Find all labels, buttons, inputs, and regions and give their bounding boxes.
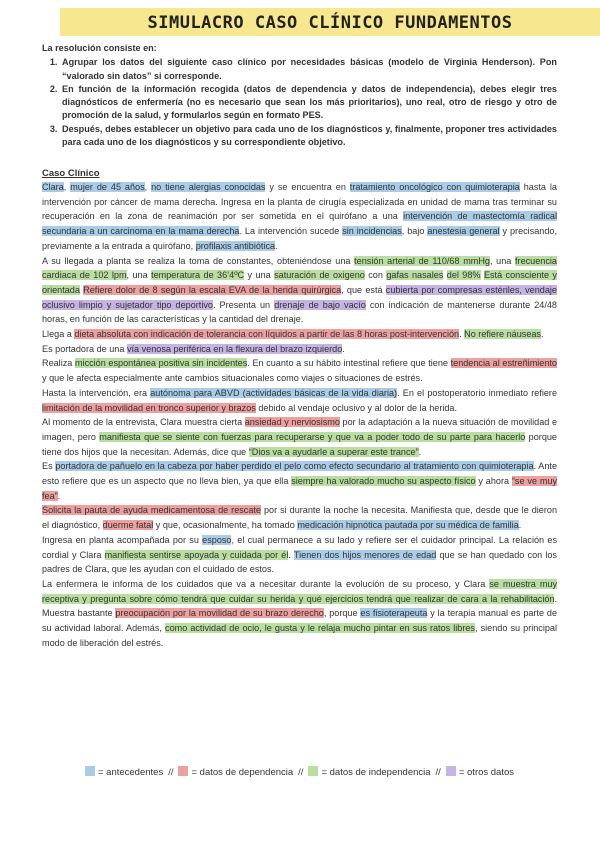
case-text: que se han quedado con los padres de Clara, que les ayudan con el cuidado de estos.	[42, 549, 557, 575]
case-text: .	[459, 329, 465, 340]
dependencia-highlight: dieta absoluta con indicación de tolerancia con líquidos a partir de las 8 horas post-intervención	[74, 329, 460, 340]
case-paragraph	[42, 342, 557, 357]
independencia-highlight: frecuencia cardiaca de 102 lpm	[42, 255, 557, 281]
dependencia-highlight: Solicita la pauta de ayuda medicamentosa de rescate	[42, 505, 261, 516]
legend-swatch	[85, 766, 95, 776]
legend-separator: //	[298, 767, 304, 778]
antecedente-highlight: tratamiento oncológico con quimioterapia	[349, 182, 520, 192]
legend-swatch	[308, 766, 318, 776]
case-body	[42, 180, 557, 651]
otros-datos-highlight: vía venosa periférica en la flexura del brazo izquierdo	[126, 343, 343, 354]
case-text: , bajo	[401, 226, 428, 237]
case-text: porque tiene dos hijos que la necesitan. Además, dice que	[42, 431, 557, 457]
case-paragraph	[42, 254, 557, 328]
instruction-item: 1. Agrupar los datos del siguiente caso clínico por necesidades básicas (modelo de Virginia Henderson). Pon “valorado sin datos” si corresponde.	[60, 56, 557, 83]
case-paragraph	[42, 415, 557, 459]
antecedente-highlight: es fisioterapeuta	[360, 608, 428, 619]
case-text: hasta la intervención por cáncer de mama derecha. Ingresa en la planta de cirugía especializada en unidad de mama tras terminar su recuperación en la zona de reanimación por ser sometida en el quirófano a una	[42, 182, 557, 222]
case-text: Es	[42, 461, 56, 472]
legend-swatch	[446, 766, 456, 776]
case-paragraph	[42, 577, 557, 651]
case-text: y que, ocasionalmente, ha tomado	[153, 520, 298, 531]
case-paragraph	[42, 386, 557, 415]
case-text: y una	[244, 270, 275, 281]
dependencia-highlight: ansiedad y nerviosismo	[244, 417, 340, 428]
case-text: , una	[126, 270, 152, 281]
case-text: y se encuentra en	[265, 182, 350, 192]
case-text: , porque	[323, 608, 361, 619]
independencia-highlight: “Dios va a ayudarle a superar este trance”	[248, 446, 419, 457]
antecedente-highlight: portadora de pañuelo en la cabeza por haber perdido el pelo como efecto secundario al tratamiento con quimioterapia	[55, 461, 534, 472]
case-paragraph	[42, 503, 557, 532]
case-text: .	[518, 520, 522, 531]
antecedente-highlight: esposo	[202, 534, 232, 545]
case-text: y ahora	[475, 476, 512, 487]
case-text: y precisando, previamente a la entrada a quirófano,	[42, 226, 558, 251]
antecedente-highlight: Clara	[42, 182, 64, 192]
case-text: con	[364, 270, 387, 281]
antecedente-highlight: profilaxis antibiótica	[195, 240, 276, 251]
case-text: .	[57, 490, 61, 501]
case-text: Al momento de la entrevista, Clara muestra cierta	[42, 417, 245, 428]
antecedente-highlight: sin incidencias	[342, 226, 402, 237]
independencia-highlight: siempre ha valorado mucho su aspecto físico	[291, 476, 476, 487]
case-text: A su llegada a planta se realiza la toma de constantes, obteniéndose una	[42, 255, 355, 266]
dependencia-highlight: limitación de la movilidad en tronco superior y brazos	[42, 402, 256, 413]
case-text: . Ante esto refiere que es un aspecto que no lleva bien, ya que ella	[42, 461, 557, 487]
case-text: , el cual permanece a su lado y refiere ser el cuidador principal. La relación es cordial y Clara	[42, 534, 557, 560]
independencia-highlight: gafas nasales	[386, 270, 444, 281]
case-paragraph	[42, 327, 557, 342]
legend-swatch	[178, 766, 188, 776]
legend-label: = antecedentes	[97, 767, 164, 778]
legend-label: = otros datos	[458, 767, 515, 778]
case-text: y que le afecta especialmente ante cambios situacionales como viajes o situaciones de estrés.	[42, 373, 423, 384]
independencia-highlight: saturación de oxigeno	[274, 270, 365, 281]
independencia-highlight: se muestra muy receptiva y pregunta sobre cómo tendrá que cuidar su herida y qué ejercicios tendrá que realizar de cara a la rehabilitación	[42, 578, 558, 604]
case-text: .	[275, 240, 278, 251]
case-text: .	[288, 549, 294, 560]
clinical-case	[42, 167, 557, 651]
case-text: . Presenta un	[212, 299, 275, 310]
case-paragraph	[42, 533, 557, 577]
case-text: por la adaptación a la nueva situación de movilidad e imagen, pero	[42, 417, 558, 442]
antecedente-highlight: autónoma para ABVD (actividades básicas de la vida diaria)	[150, 387, 398, 398]
dependencia-highlight: Refiere dolor de 8 según la escala EVA de la herida quirúrgica	[83, 284, 342, 295]
independencia-highlight: manifiesta que se siente con fuerzas para recuperarse y que va a poder todo de su parte para hacerlo	[99, 431, 526, 442]
page-title: SIMULACRO CASO CLÍNICO FUNDAMENTOS	[147, 13, 513, 33]
case-text: por si durante la noche la necesita. Manifiesta que, desde que le dieron el diagnóstico,	[42, 505, 557, 531]
case-text: .	[342, 343, 345, 354]
instruction-item: 2. En función de la información recogida (datos de dependencia y datos de independencia), debes elegir tres diagnósticos de enfermería (no es necesario que sean los más prioritarios), uno real, otro de riesgo y otro de promoción de la salud, y formularlos según en formato PES.	[60, 83, 557, 123]
case-text: , siendo su principal modo de liberación del estrés.	[42, 623, 558, 648]
case-text: debido al vendaje oclusivo y al dolor de la herida.	[255, 402, 458, 413]
legend-separator: //	[435, 767, 441, 778]
dependencia-highlight: duerme fatal	[102, 520, 154, 531]
antecedente-highlight: Tienen dos hijos menores de edad	[293, 549, 437, 560]
legend-label: = datos de dependencia	[191, 767, 294, 778]
instructions	[42, 42, 557, 149]
case-text: Realiza	[42, 358, 75, 369]
case-text: .	[418, 446, 422, 457]
independencia-highlight: micción espontánea positiva sin incidentes	[74, 358, 248, 369]
instructions-list	[42, 56, 557, 149]
case-text: Es portadora de una	[42, 343, 127, 354]
case-heading: Caso Clínico	[42, 168, 100, 179]
case-text: .	[540, 329, 544, 340]
antecedente-highlight: medicación hipnótica pautada por su médica de familia	[297, 520, 519, 531]
antecedente-highlight: no tiene alergias conocidas	[151, 182, 266, 192]
instruction-item: 3. Después, debes establecer un objetivo para cada uno de los diagnósticos y, finalmente, proponer tres actividades para cada uno de los diagnósticos y su correspondiente objetivo.	[60, 123, 557, 150]
case-text: La enfermera le informa de los cuidados que va a necesitar durante la evolución de su proceso, y Clara	[42, 578, 490, 589]
case-text: . En el postoperatorio inmediato refiere	[397, 387, 558, 398]
independencia-highlight: No refiere náuseas	[464, 329, 541, 340]
case-text: con indicación de mantenerse durante 24/48 horas, en función de las características y la cantidad del drenaje.	[42, 299, 557, 325]
independencia-highlight: temperatura de 36’4ºC	[151, 270, 245, 281]
case-text: Ingresa en planta acompañada por su	[42, 534, 203, 545]
color-legend	[42, 766, 557, 778]
independencia-highlight: tensión arterial de 110/68 mmHg	[354, 255, 490, 266]
instructions-lead: La resolución consiste en:	[42, 43, 157, 53]
dependencia-highlight: preocupación por la movilidad de su brazo derecho	[115, 608, 324, 619]
case-text: , que está	[341, 284, 386, 295]
independencia-highlight: manifiesta sentirse apoyada y cuidada por él	[104, 549, 289, 560]
case-text: Llega a	[42, 329, 75, 340]
case-paragraph	[42, 459, 557, 503]
case-text: , una	[489, 255, 516, 266]
otros-datos-highlight: cubierta por compresas estériles, vendaje oclusivo limpio y sujetador tipo deportivo	[42, 284, 557, 310]
case-text: ,	[144, 182, 152, 192]
legend-label: = datos de independencia	[321, 767, 431, 778]
antecedente-highlight: mujer de 45 años	[70, 182, 145, 192]
case-text: . La intervención sucede	[239, 226, 343, 237]
independencia-highlight: del 98%	[446, 270, 481, 281]
case-paragraph	[42, 180, 557, 254]
antecedente-highlight: intervención de mastectomía radical secundaria a un carcinoma en la mama derecha	[42, 211, 558, 237]
legend-separator: //	[168, 767, 174, 778]
antecedente-highlight: anestesia general	[427, 226, 500, 237]
case-text: . Muestra bastante	[42, 593, 557, 619]
dependencia-highlight: tendencia al estreñimiento	[450, 358, 557, 369]
case-paragraph	[42, 356, 557, 385]
independencia-highlight: como actividad de ocio, le gusta y le relaja mucho pintar en sus ratos libres	[165, 623, 475, 634]
independencia-highlight: Está consciente y orientada	[42, 270, 557, 295]
case-text: ,	[63, 182, 71, 192]
case-text: y la terapia manual es parte de su actividad laboral. Además,	[42, 608, 558, 634]
dependencia-highlight: “se ve muy fea”	[42, 476, 557, 501]
case-text: Hasta la intervención, era	[42, 387, 151, 398]
case-text: . En cuanto a su hábito intestinal refiere que tiene	[247, 358, 451, 369]
otros-datos-highlight: drenaje de bajo vacío	[274, 299, 366, 310]
